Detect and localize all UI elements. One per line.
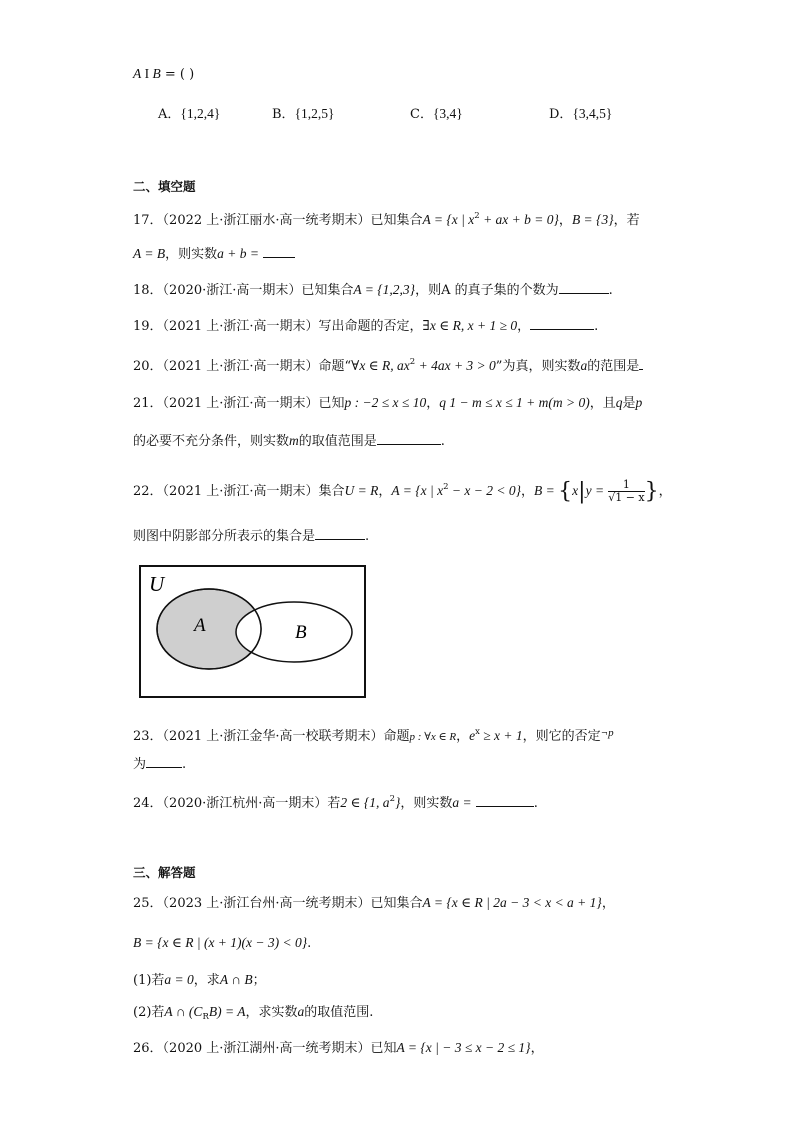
venn-label-u: U	[149, 572, 165, 596]
q18-answer-blank[interactable]	[559, 280, 609, 294]
q22-line2: 则图中阴影部分所表示的集合是 .	[133, 526, 369, 546]
q21-line1: 21．（2021 上·浙江·高一期末）已知p : −2 ≤ x ≤ 10，q 1 − m ≤ x ≤ 1 + m(m > 0)，且q是p	[133, 395, 643, 411]
q17-line1: 17．（2022 上·浙江丽水·高一统考期末）已知集合A = {x | $x^2$ + ax + b = 0}，B = {3}，若	[133, 211, 640, 228]
q18-line: 18．（2020·浙江·高一期末）已知集合A = {1,2,3}，则A 的真子集的个数为 .	[133, 282, 613, 298]
q21-line2: 的必要不充分条件，则实数m的取值范围是 .	[133, 433, 445, 449]
q23-line1: 23．（2021 上·浙江金华·高一校联考期末）命题p : ∀x ∈ R，$e^x \ge x + 1$，则它的否定$^{\neg p}$	[133, 727, 614, 744]
q17-line2: A = B，则实数a + b =	[133, 244, 295, 264]
q16-option-b[interactable]: B．{1,2,5}	[272, 106, 335, 122]
q23-line2: 为 .	[133, 754, 186, 774]
section-title-fill-in: 二、填空题	[133, 179, 196, 194]
q20-answer-blank[interactable]	[639, 356, 643, 370]
q17-answer-blank[interactable]	[263, 244, 295, 258]
q23-answer-blank[interactable]	[146, 754, 182, 768]
q22-answer-blank[interactable]	[315, 526, 365, 540]
q20-line: 20．（2021 上·浙江·高一期末）命题“∀x ∈ R, $ax^2 + 4ax + 3 > 0$”为真，则实数a的范围是	[133, 353, 643, 376]
q25-part2: (2)若A ∩ $(C_RB) = A$，求实数a的取值范围.	[133, 1004, 374, 1022]
q22-line1: 22．（2021 上·浙江·高一期末）集合U = R，A = {x | $x^2 - x - 2 < 0$}，B = {x|y = $\frac{1}{√1 - x}$ }，	[133, 478, 672, 504]
q16-option-c[interactable]: C．{3,4}	[410, 106, 463, 122]
q22-fraction: $\frac{1}{√1 - x}$	[608, 478, 645, 504]
q24-answer-blank[interactable]	[476, 793, 534, 807]
section-title-solve: 三、解答题	[133, 865, 196, 880]
q21-answer-blank[interactable]	[377, 431, 441, 445]
q25-part1: (1)若a = 0，求A ∩ B；	[133, 972, 266, 988]
venn-label-b: B	[295, 622, 307, 643]
q19-answer-blank[interactable]	[530, 316, 594, 330]
venn-label-a: A	[194, 615, 206, 636]
q25-line2: B = {x ∈ R | (x + 1)(x − 3) < 0}.	[133, 935, 312, 951]
q16-option-a[interactable]: A．{1,2,4}	[158, 106, 221, 122]
q16-stem: A I B = ( )	[133, 66, 195, 82]
q24-line: 24．（2020·浙江杭州·高一期末）若2 ∈ {1, $a^2$}，则实数a = .	[133, 794, 538, 811]
q19-line: 19．（2021 上·浙江·高一期末）写出命题的否定，∃x ∈ R, x + 1 ≥ 0， .	[133, 318, 599, 334]
venn-diagram	[139, 565, 367, 699]
q26-line1: 26．（2020 上·浙江湖州·高一统考期末）已知A = {x | − 3 ≤ x − 2 ≤ 1}，	[133, 1040, 544, 1056]
q25-line1: 25．（2023 上·浙江台州·高一统考期末）已知集合A = {x ∈ R | 2a − 3 < x < a + 1}，	[133, 895, 615, 911]
q16-option-d[interactable]: D．{3,4,5}	[549, 106, 613, 122]
